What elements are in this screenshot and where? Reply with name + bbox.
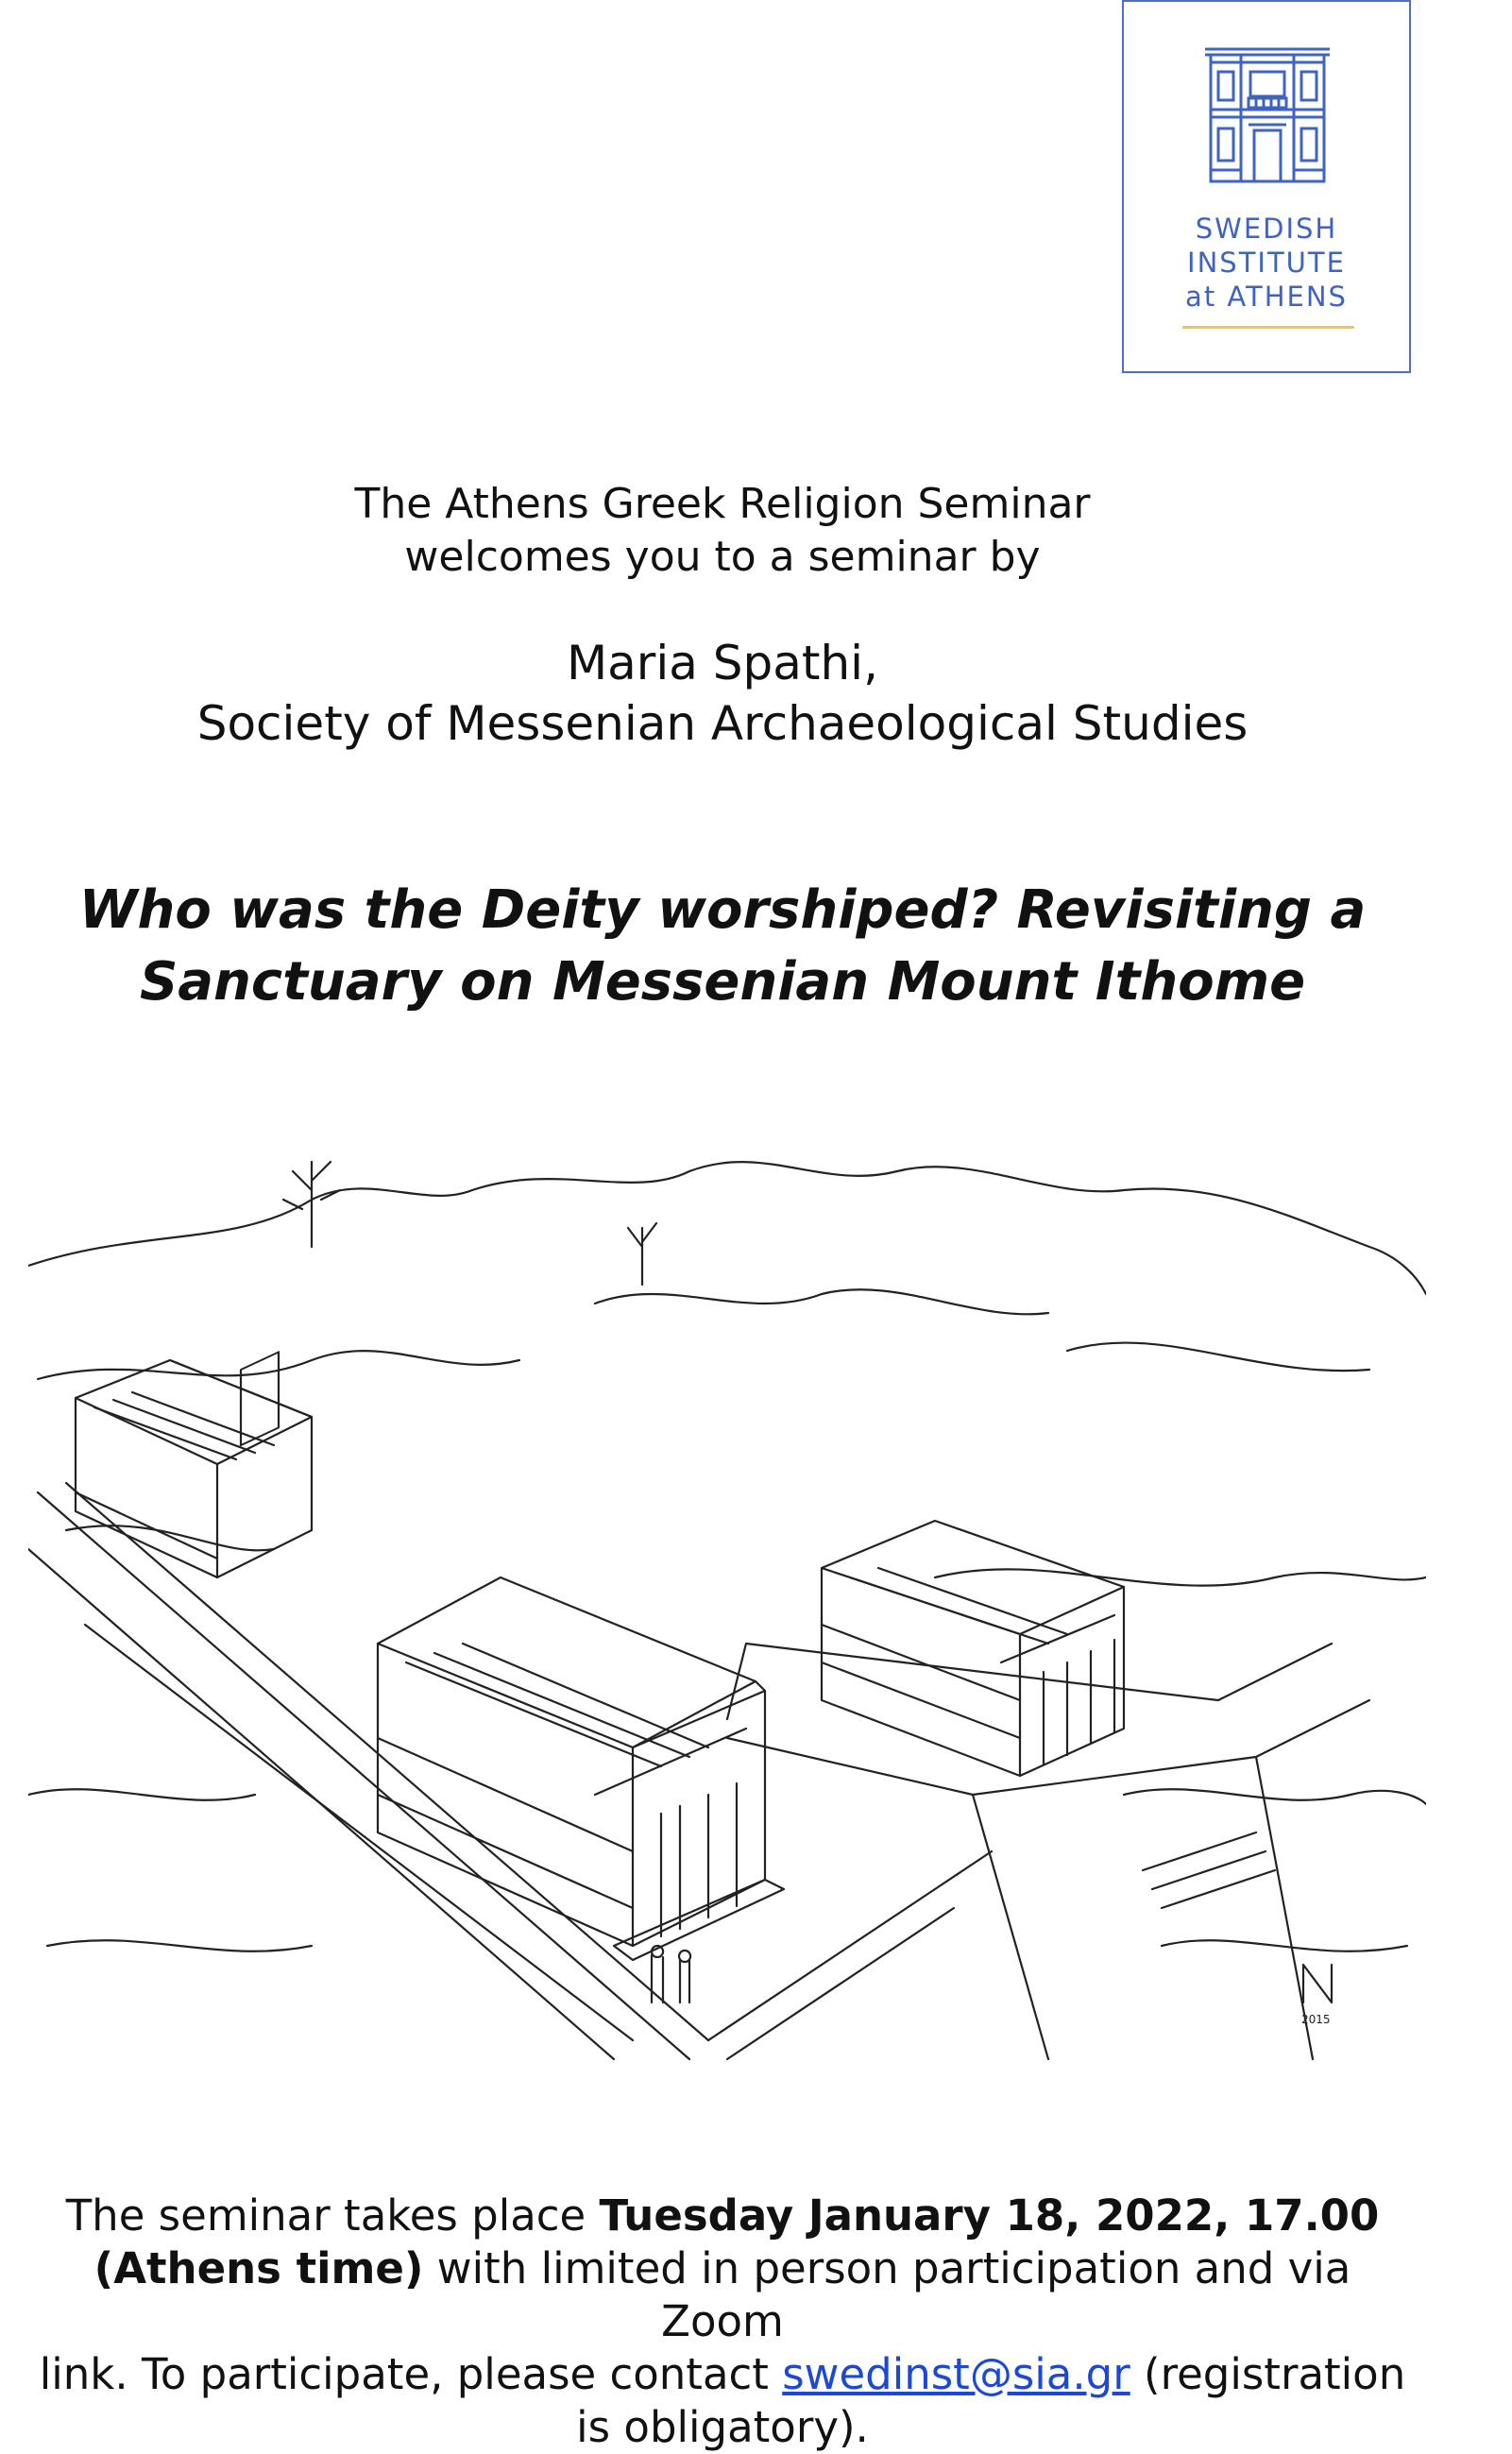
sanctuary-drawing [28, 1133, 1426, 2069]
swedish-institute-logo [1122, 0, 1411, 373]
seminar-details [28, 2190, 1417, 2454]
details-text-3: link. To participate, please contact [39, 2349, 783, 2399]
logo-line-swedish: SWEDISH [1195, 213, 1338, 245]
institute-building-icon [1201, 43, 1334, 185]
intro-line-1: The Athens Greek Religion Seminar [354, 480, 1091, 528]
details-text-5: is obligatory). [576, 2402, 869, 2452]
logo-line-institute: INSTITUTE [1187, 247, 1346, 279]
speaker-name: Maria Spathi, [567, 636, 878, 690]
talk-title-line-2: Sanctuary on Messenian Mount Ithome [139, 951, 1306, 1013]
intro-line-2: welcomes you to a seminar by [404, 533, 1041, 581]
details-datetime: Tuesday January 18, 2022, 17.00 [599, 2190, 1380, 2241]
logo-underline [1182, 326, 1354, 329]
sanctuary-illustration [28, 1133, 1426, 2069]
talk-title-line-1: Who was the Deity worshiped? Revisiting a [78, 879, 1367, 941]
speaker-affiliation: Society of Messenian Archaeological Studies [196, 696, 1249, 751]
details-text-1: The seminar takes place [65, 2190, 600, 2241]
details-text-4: (registration [1130, 2349, 1406, 2399]
contact-email-link[interactable]: swedinst@sia.gr [782, 2349, 1130, 2399]
logo-line-athens: at ATHENS [1185, 281, 1348, 313]
details-timezone: (Athens time) [93, 2243, 424, 2293]
illustration-signature: 2015 [1301, 2013, 1331, 2026]
details-text-2: with limited in person participation and via Zoom [423, 2243, 1351, 2346]
